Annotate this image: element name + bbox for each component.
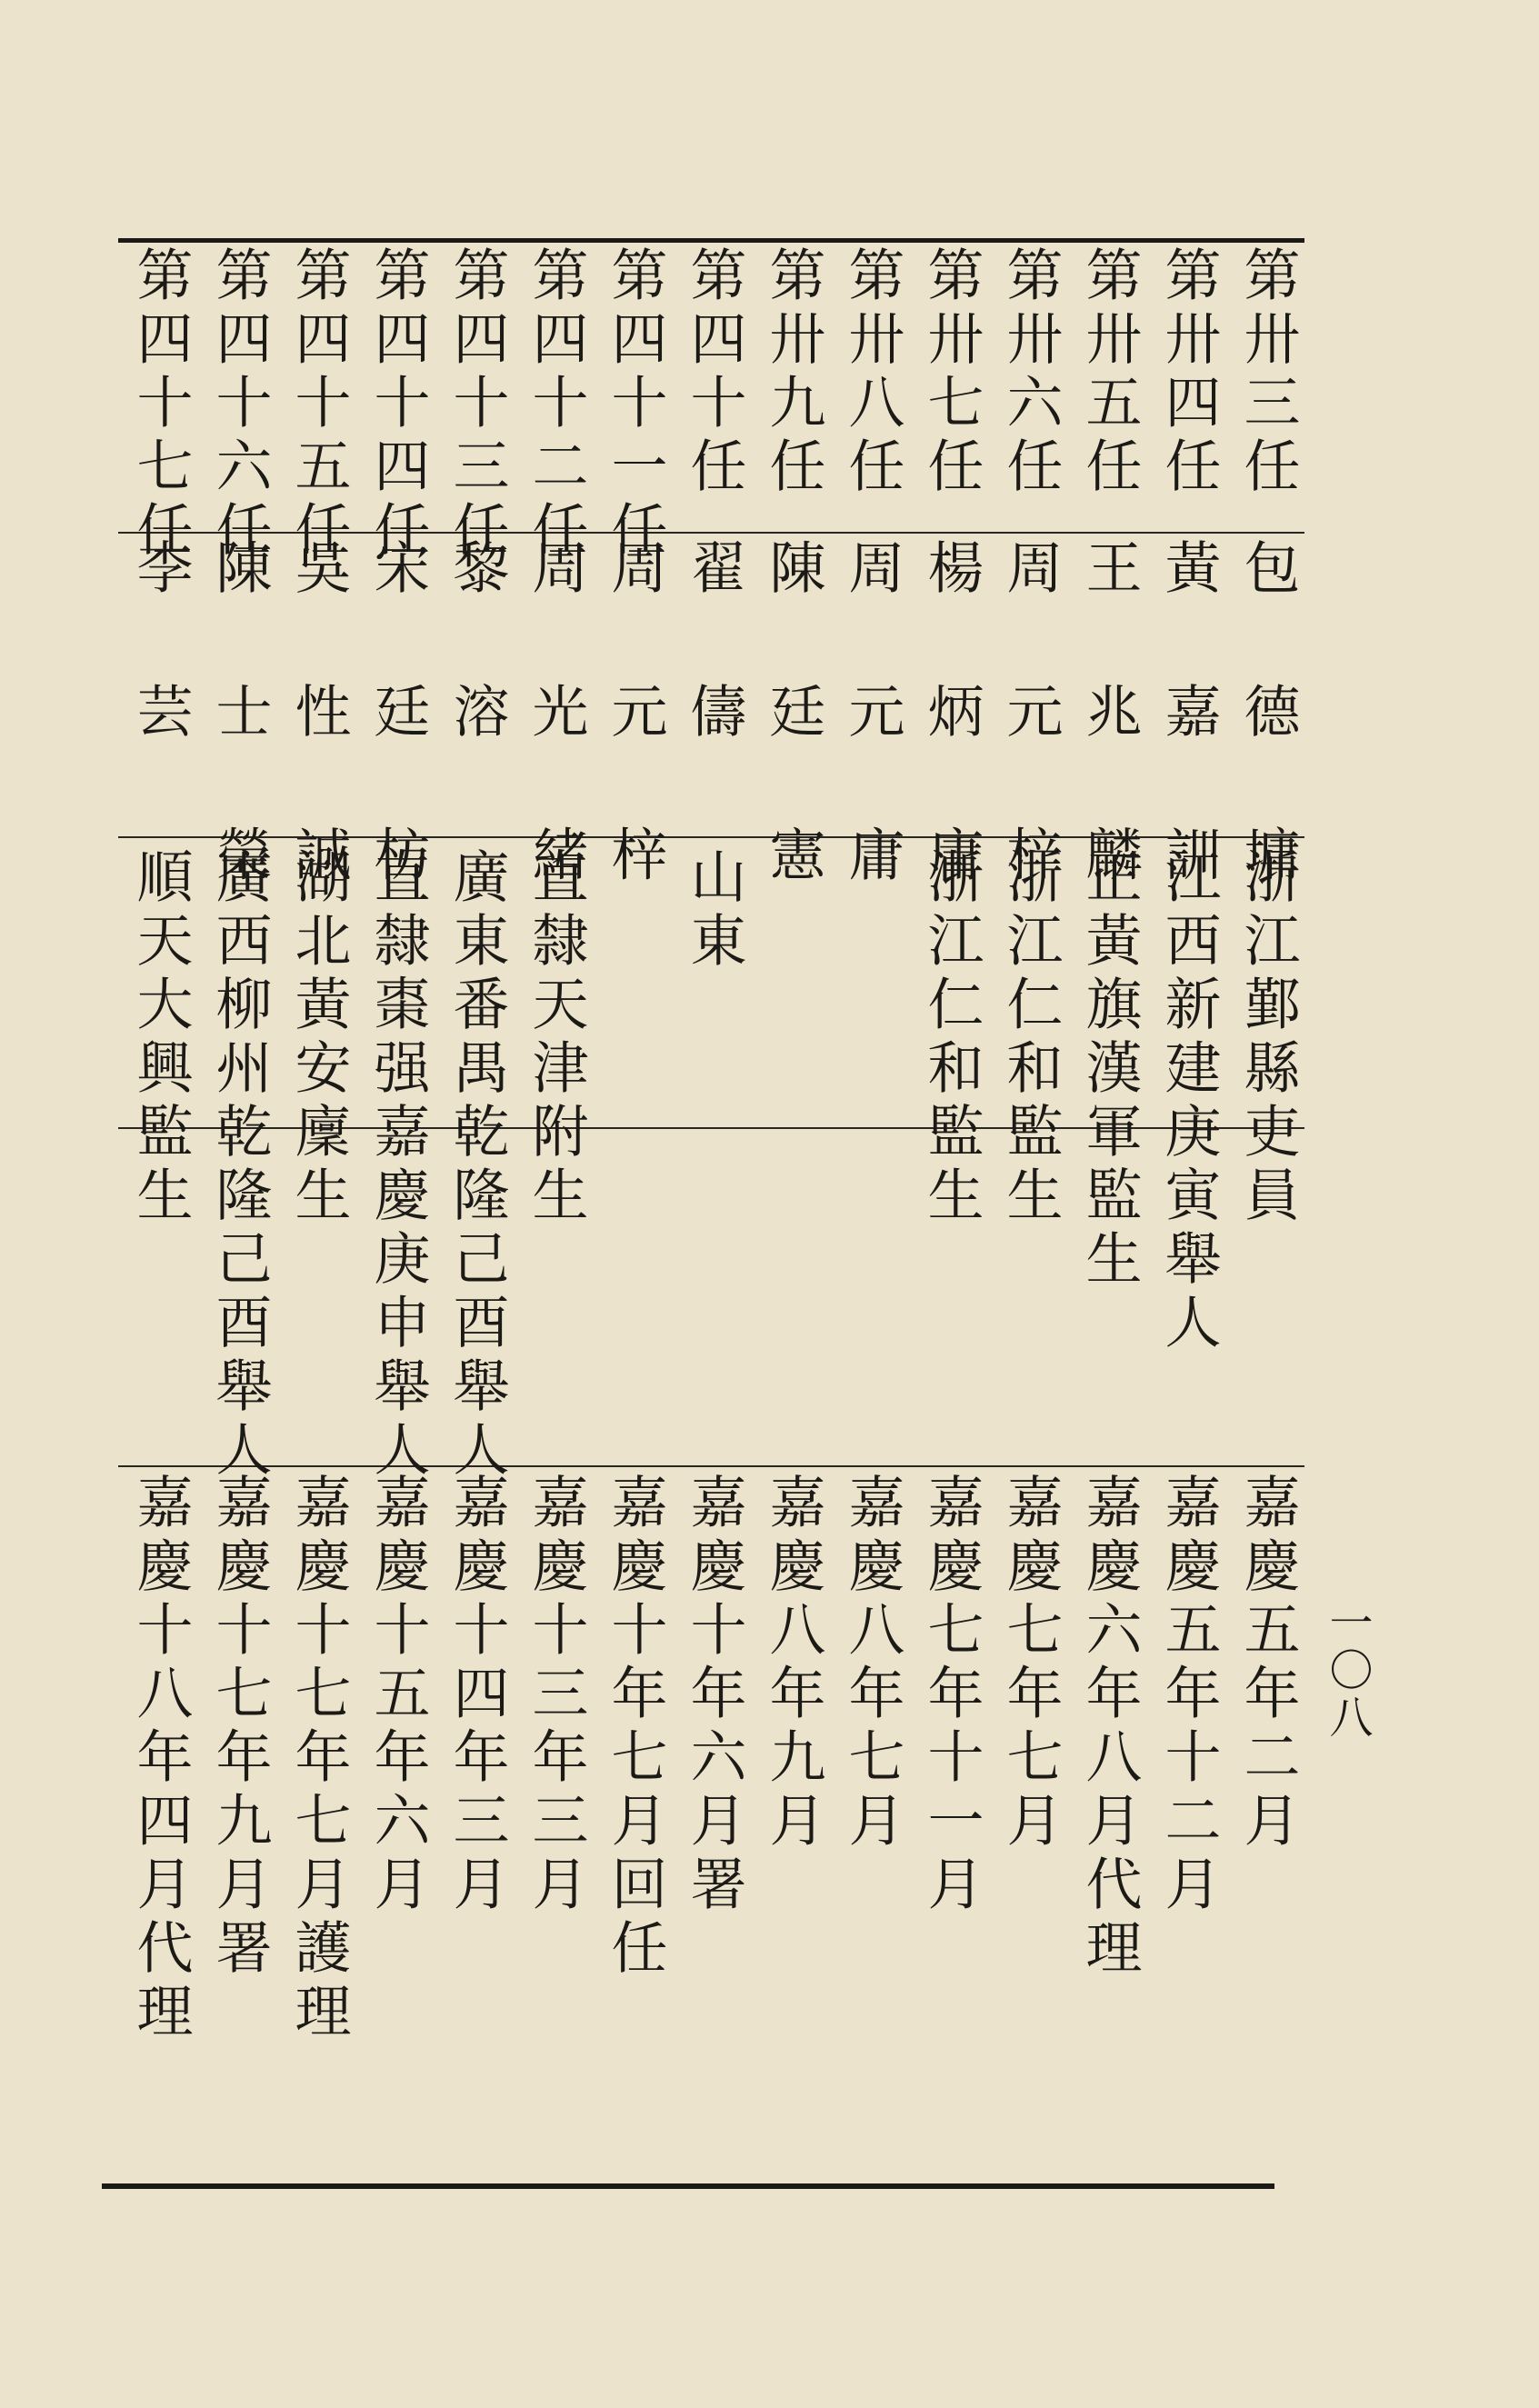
entry-date: 嘉慶十三年三月 [523,1473,589,1918]
entry-ordinal: 第卅三任 [1234,245,1301,500]
entry-ordinal: 第卅五任 [1076,245,1143,500]
list-item [1150,245,1226,2009]
entry-name: 周 元 梓 [602,538,668,916]
list-item [675,245,752,2009]
entry-name: 楊 炳 庸 [918,538,984,916]
entry-name: 宋 廷 枋 [365,538,431,916]
entry-origin: 浙江仁和監生 [997,847,1064,1229]
entry-ordinal: 第卅七任 [918,245,984,500]
entry-ordinal: 第四十三任 [444,245,510,564]
entry-name: 陳 廷 憲 [760,538,826,916]
list-item [992,245,1068,2009]
list-item [755,245,831,2009]
entry-ordinal: 第四十五任 [285,245,352,564]
entry-name: 李 芸 [127,538,194,773]
entry-ordinal: 第四十一任 [602,245,668,564]
entry-date: 嘉慶十七年七月護理 [285,1473,352,2045]
list-item [122,245,198,2045]
entry-ordinal: 第四十任 [681,245,747,500]
entry-date: 嘉慶七年十一月 [918,1473,984,1918]
entry-origin: 湖北黃安廩生 [285,847,352,1229]
entry-date: 嘉慶六年八月代理 [1076,1473,1143,1982]
list-item [913,245,989,2009]
entry-date: 嘉慶十年七月回任 [602,1473,668,1982]
entry-date: 嘉慶八年九月 [760,1473,826,1854]
entry-origin: 廣東番禺乾隆己酉舉人 [444,847,510,1484]
entry-date: 嘉慶五年二月 [1234,1473,1301,1854]
entry-name: 包 德 墉 [1234,538,1301,916]
entry-origin: 廣西柳州乾隆己酉舉人 [206,847,273,1484]
entry-ordinal: 第四十四任 [365,245,431,564]
list-item [359,245,435,2009]
entry-date: 嘉慶十七年九月署 [206,1473,273,1982]
list-item [201,245,277,2009]
entry-ordinal: 第四十六任 [206,245,273,564]
entry-origin: 直隸棗强嘉慶庚申舉人 [365,847,431,1484]
entry-origin: 山東 [681,847,747,974]
entry-date: 嘉慶十八年四月代理 [127,1473,194,2045]
entry-name: 周 元 庸 [839,538,905,916]
entry-date: 嘉慶八年七月 [839,1473,905,1854]
entry-name: 黎 溶 [444,538,510,773]
entry-ordinal: 第四十七任 [127,245,194,564]
entry-name: 周 光 緒 [523,538,589,916]
list-item [517,245,594,2009]
entry-origin: 正黃旗漢軍監生 [1076,847,1143,1293]
entry-origin: 浙江鄞縣吏員 [1234,847,1301,1229]
entry-name: 翟 儔 [681,538,747,773]
entry-date: 嘉慶五年十二月 [1155,1473,1222,1918]
list-item [438,245,515,2009]
entry-name: 王 兆 麟 [1076,538,1143,916]
entry-ordinal: 第卅九任 [760,245,826,500]
list-item [280,245,356,2045]
list-item [1229,245,1305,2009]
entry-ordinal: 第卅八任 [839,245,905,500]
entry-origin: 直隸天津附生 [523,847,589,1229]
top-rule [118,238,1304,243]
list-item [834,245,910,2009]
entry-name: 黃 嘉 訓 [1155,538,1222,916]
entry-date: 嘉慶七年七月 [997,1473,1064,1854]
entry-date: 嘉慶十年六月署 [681,1473,747,1918]
entry-origin: 江西新建庚寅舉人 [1155,847,1222,1356]
entry-ordinal: 第四十二任 [523,245,589,564]
entry-date: 嘉慶十五年六月 [365,1473,431,1918]
entry-name: 吳 性 誠 [285,538,352,916]
bottom-rule [102,2183,1274,2189]
entry-origin: 浙江仁和監生 [918,847,984,1229]
entry-origin: 順天大興監生 [127,847,194,1229]
entry-ordinal: 第卅四任 [1155,245,1222,500]
list-item [1071,245,1147,2009]
entry-date: 嘉慶十四年三月 [444,1473,510,1918]
entry-name: 周 元 梓 [997,538,1064,916]
entry-name: 陳 士 榮 [206,538,273,916]
entry-ordinal: 第卅六任 [997,245,1064,500]
list-item [596,245,673,2009]
page-number: 一〇八 [1322,1600,1373,1742]
